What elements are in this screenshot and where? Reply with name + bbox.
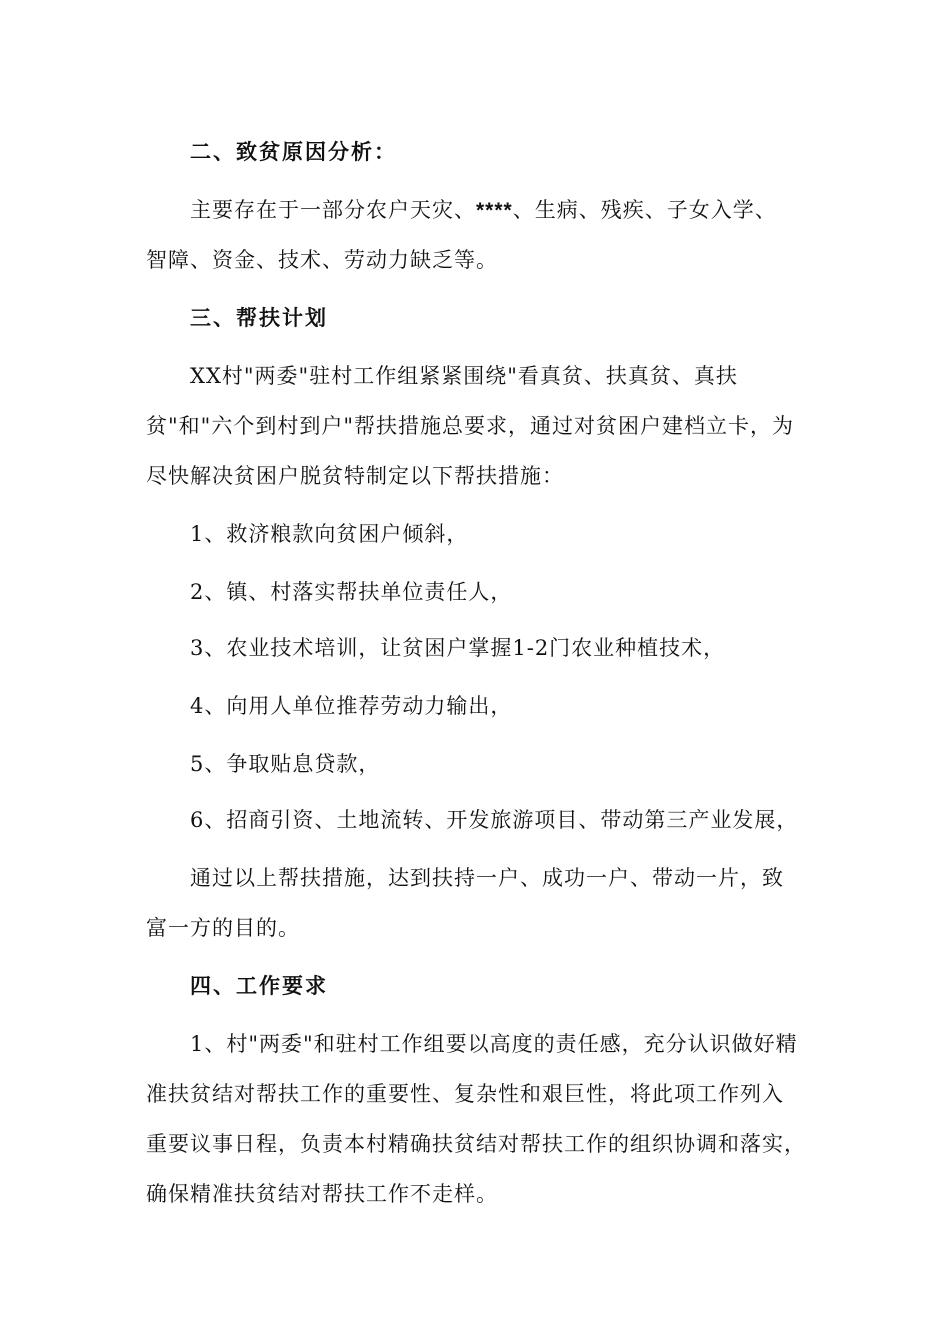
- section4-paragraph-line3: 重要议事日程，负责本村精确扶贫结对帮扶工作的组织协调和落实，: [146, 1132, 806, 1156]
- section4-paragraph-line2: 准扶贫结对帮扶工作的重要性、复杂性和艰巨性，将此项工作列入: [146, 1082, 784, 1106]
- list-item: 3、农业技术培训，让贫困户掌握1-2门农业种植技术，: [190, 636, 726, 660]
- section2-paragraph-line1: [190, 196, 777, 225]
- section4-paragraph-line4: 确保精准扶贫结对帮扶工作不走样。: [146, 1182, 498, 1206]
- redacted-mask: ****: [476, 199, 513, 222]
- list-item: 2、镇、村落实帮扶单位责任人，: [190, 580, 513, 604]
- list-item: 5、争取贴息贷款，: [190, 752, 381, 776]
- section4-heading: 四、工作要求: [190, 973, 328, 998]
- section4-paragraph-line1: 1、村"两委"和驻村工作组要以高度的责任感，充分认识做好精: [190, 1032, 798, 1056]
- section3-summary-line2: 富一方的目的。: [146, 916, 300, 940]
- section2-heading: 二、致贫原因分析：: [190, 139, 397, 164]
- section2-paragraph-line2: 智障、资金、技术、劳动力缺乏等。: [146, 248, 498, 272]
- list-item: 4、向用人单位推荐劳动力输出，: [190, 694, 513, 718]
- section3-intro-line1: XX村"两委"驻村工作组紧紧围绕"看真贫、扶真贫、真扶: [190, 364, 738, 388]
- section3-heading: 三、帮扶计划: [190, 305, 328, 330]
- section2-text-after-mask: 、生病、残疾、子女入学、: [512, 198, 777, 222]
- list-item: 6、招商引资、土地流转、开发旅游项目、带动第三产业发展，: [190, 808, 799, 832]
- section2-text-before-mask: 主要存在于一部分农户天灾、: [190, 198, 476, 222]
- section3-intro-line3: 尽快解决贫困户脱贫特制定以下帮扶措施：: [146, 464, 564, 488]
- section3-summary-line1: 通过以上帮扶措施，达到扶持一户、成功一户、带动一片，致: [190, 866, 784, 890]
- section3-intro-line2: 贫"和"六个到村到户"帮扶措施总要求，通过对贫困户建档立卡，为: [146, 414, 794, 438]
- list-item: 1、救济粮款向贫困户倾斜，: [190, 522, 469, 546]
